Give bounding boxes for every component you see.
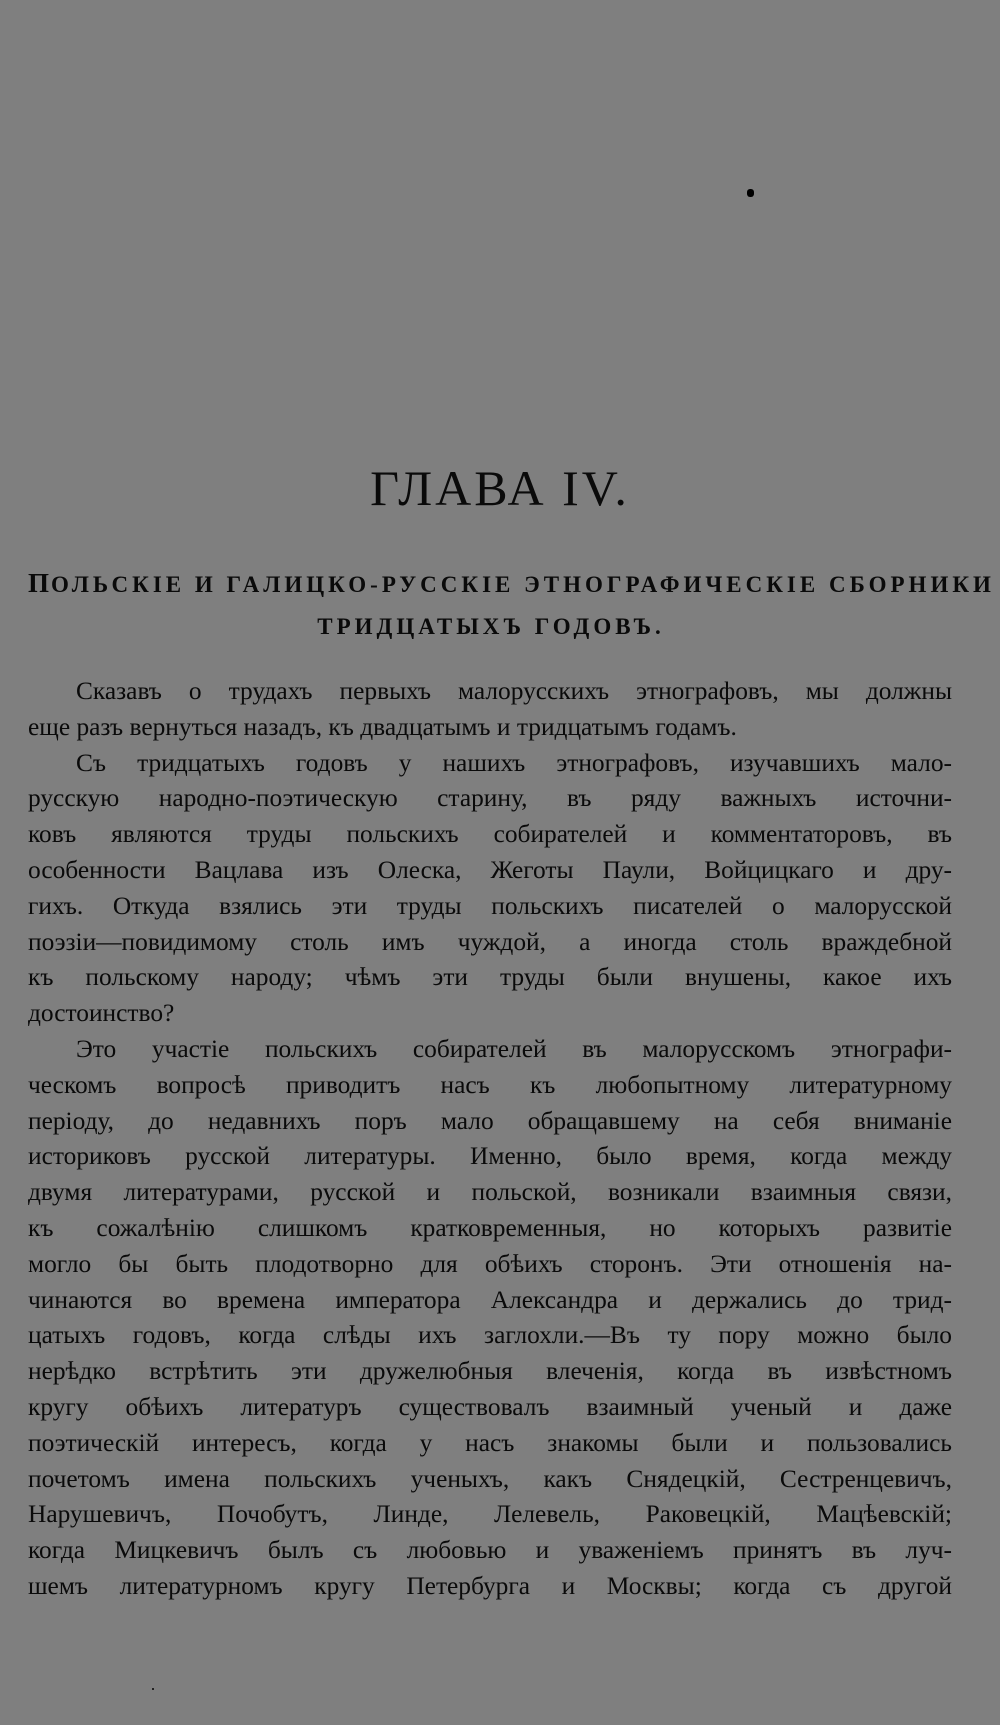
text-line: когда Мицкевичъ былъ съ любовью и уваженіемъ принятъ въ луч- bbox=[28, 1536, 952, 1565]
text-line: Нарушевичъ, Почобутъ, Линде, Лелевель, Раковецкій, Мацѣевскій; bbox=[28, 1500, 952, 1529]
chapter-title: ГЛАВА IV. bbox=[370, 460, 630, 516]
text-line: еще разъ вернуться назадъ, къ двадцатымъ и тридцатымъ годамъ. bbox=[28, 712, 737, 741]
text-line: Съ тридцатыхъ годовъ у нашихъ этнографовъ, изучавшихъ мало- bbox=[76, 748, 952, 777]
text-line: особенности Вацлава изъ Олеска, Жеготы Паули, Войцицкаго и дру- bbox=[28, 855, 952, 884]
text-line: историковъ русской литературы. Именно, было время, когда между bbox=[28, 1142, 952, 1171]
text-line: періоду, до недавнихъ поръ мало обращавшему на себя вниманіе bbox=[28, 1106, 952, 1135]
ink-speck bbox=[747, 189, 754, 197]
text-line: ковъ являются труды польскихъ собирателей и комментаторовъ, въ bbox=[28, 820, 952, 849]
chapter-subtitle: ПОЛЬСКІЕ И ГАЛИЦКО-РУССКІЕ ЭТНОГРАФИЧЕСКІЕ СБОРНИКИ ТРИДЦАТЫХЪ ГОДОВЪ. bbox=[28, 568, 995, 639]
body-text bbox=[28, 674, 952, 1605]
text-line: гихъ. Откуда взялись эти труды польскихъ писателей о малорусской bbox=[28, 891, 952, 920]
text-line: Сказавъ о трудахъ первыхъ малорусскихъ этнографовъ, мы должны bbox=[76, 677, 952, 705]
text-line: чинаются во времена императора Александра и держались до трид- bbox=[28, 1285, 952, 1314]
text-line: достоинство? bbox=[28, 999, 175, 1028]
ink-dot bbox=[152, 1688, 154, 1690]
text-line: шемъ литературномъ кругу Петербурга и Москвы; когда съ другой bbox=[28, 1571, 952, 1600]
text-line: могло бы быть плодотворно для обѣихъ сторонъ. Эти отношенія на- bbox=[28, 1249, 952, 1278]
text-line: ческомъ вопросѣ приводитъ насъ къ любопытному литературному bbox=[28, 1070, 952, 1099]
text-line: къ сожалѣнію слишкомъ кратковременныя, но которыхъ развитіе bbox=[28, 1213, 952, 1242]
text-line: двумя литературами, русской и польской, возникали взаимныя связи, bbox=[28, 1178, 952, 1207]
text-line: поэтическій интересъ, когда у насъ знакомы были и пользовались bbox=[28, 1428, 952, 1457]
text-line: кругу обѣихъ литературъ существовалъ взаимный ученый и даже bbox=[28, 1392, 952, 1421]
text-line: цатыхъ годовъ, когда слѣды ихъ заглохли.—Въ ту пору можно было bbox=[28, 1321, 952, 1350]
text-line: русскую народно-поэтическую старину, въ ряду важныхъ источни- bbox=[28, 784, 952, 813]
text-line: почетомъ имена польскихъ ученыхъ, какъ Снядецкій, Сестренцевичъ, bbox=[28, 1464, 952, 1493]
text-line: нерѣдко встрѣтить эти дружелюбныя влеченія, когда въ извѣстномъ bbox=[28, 1357, 952, 1386]
text-line: поэзіи—повидимому столь имъ чуждой, а иногда столь враждебной bbox=[28, 927, 952, 956]
text-line: къ польскому народу; чѣмъ эти труды были внушены, какое ихъ bbox=[28, 963, 952, 992]
text-line: Это участіе польскихъ собирателей въ малорусскомъ этнографи- bbox=[76, 1034, 952, 1063]
